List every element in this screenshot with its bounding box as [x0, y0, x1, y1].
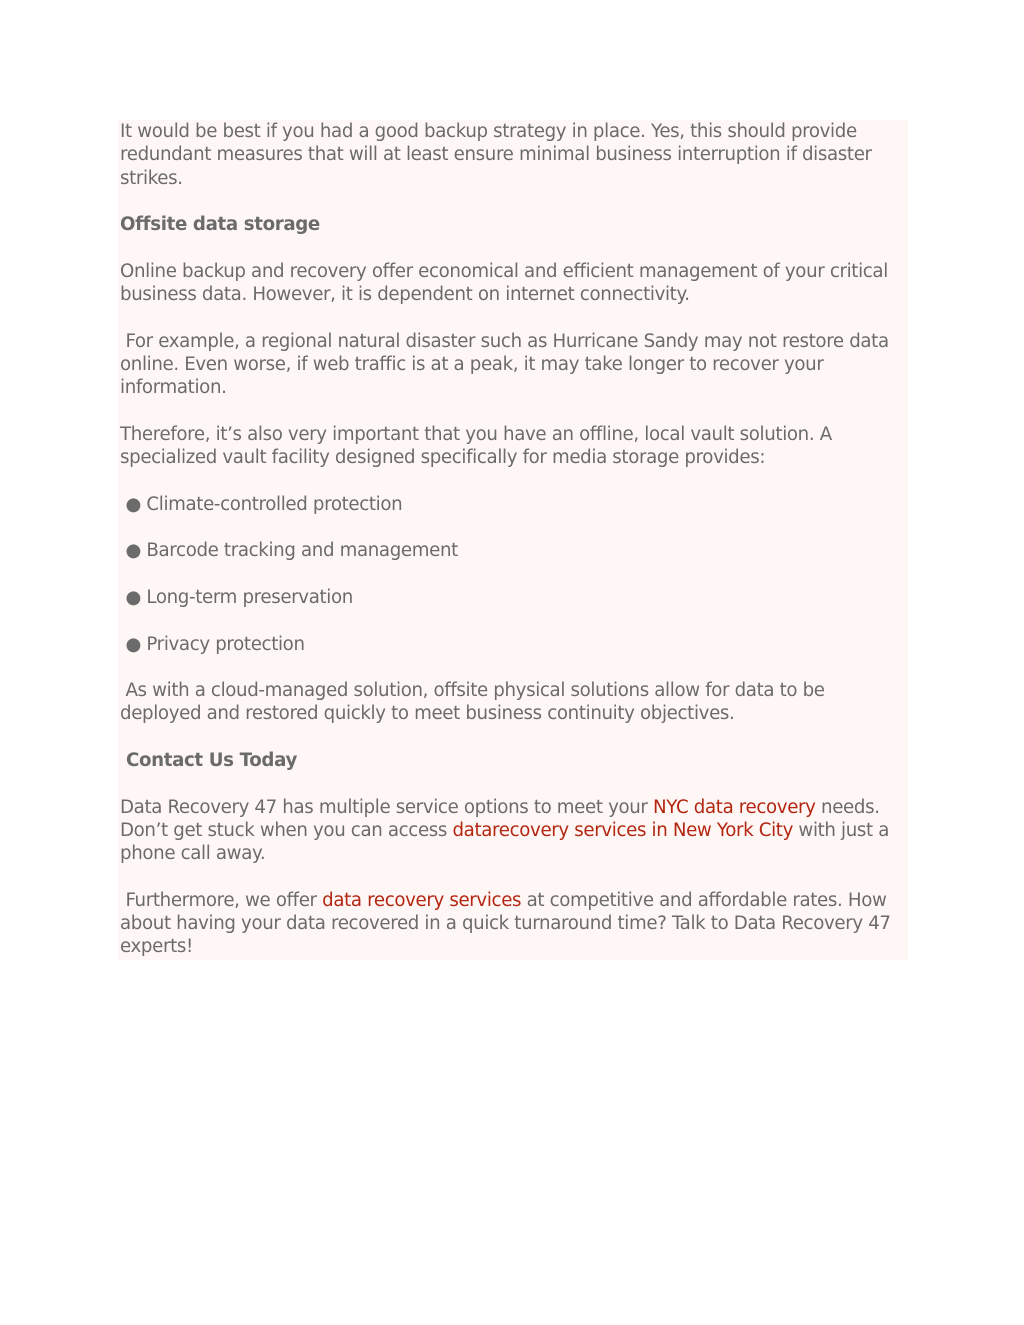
bullet-item: ● Long-term preservation [120, 586, 353, 608]
intro-paragraph: It would be best if you had a good backup strategy in place. Yes, this should provide redundant measures that will at least ensure minimal business interruption if disaster strikes. [120, 121, 878, 189]
cloud-solution-paragraph: As with a cloud-managed solution, offsite physical solutions allow for data to be deployed and restored quickly to meet business continuity objectives. [120, 680, 831, 725]
online-backup-paragraph: Online backup and recovery offer economical and efficient management of your critical business data. However, it is dependent on internet connectivity. [120, 260, 894, 306]
vault-solution-paragraph: Therefore, it’s also very important that you have an offline, local vault solution. A specialized vault facility designed specifically for media storage provides: [120, 423, 838, 469]
offsite-storage-heading: Offsite data storage [120, 214, 320, 236]
example-paragraph: For example, a regional natural disaster such as Hurricane Sandy may not restore data online. Even worse, if web traffic is at a peak, it may take longer to recover your information. [120, 330, 895, 399]
bullet-item: ● Privacy protection [120, 633, 305, 655]
contact-text-1: Data Recovery 47 has multiple service options to meet your [120, 796, 653, 818]
new-york-city-services-link[interactable]: datarecovery services in New York City [452, 819, 793, 841]
contact-text-3: with just a phone call away. [120, 819, 895, 865]
document-body [120, 120, 905, 959]
nyc-data-recovery-link[interactable]: NYC data recovery [653, 796, 816, 818]
contact-paragraph [120, 796, 905, 866]
data-recovery-services-link[interactable]: data recovery services [322, 889, 522, 911]
contact-text-2: needs. Don’t get stuck when you can access [120, 796, 886, 841]
bullet-item: ● Climate-controlled protection [120, 493, 403, 515]
closing-paragraph [120, 889, 905, 959]
closing-text-2: at competitive and affordable rates. How about having your data recovered in a quick turnaround time? Talk to Data Recovery 47 experts! [120, 889, 897, 958]
bullet-item: ● Barcode tracking and management [120, 540, 458, 562]
contact-heading: Contact Us Today [120, 750, 297, 772]
closing-text-1: Furthermore, we offer [120, 889, 323, 911]
